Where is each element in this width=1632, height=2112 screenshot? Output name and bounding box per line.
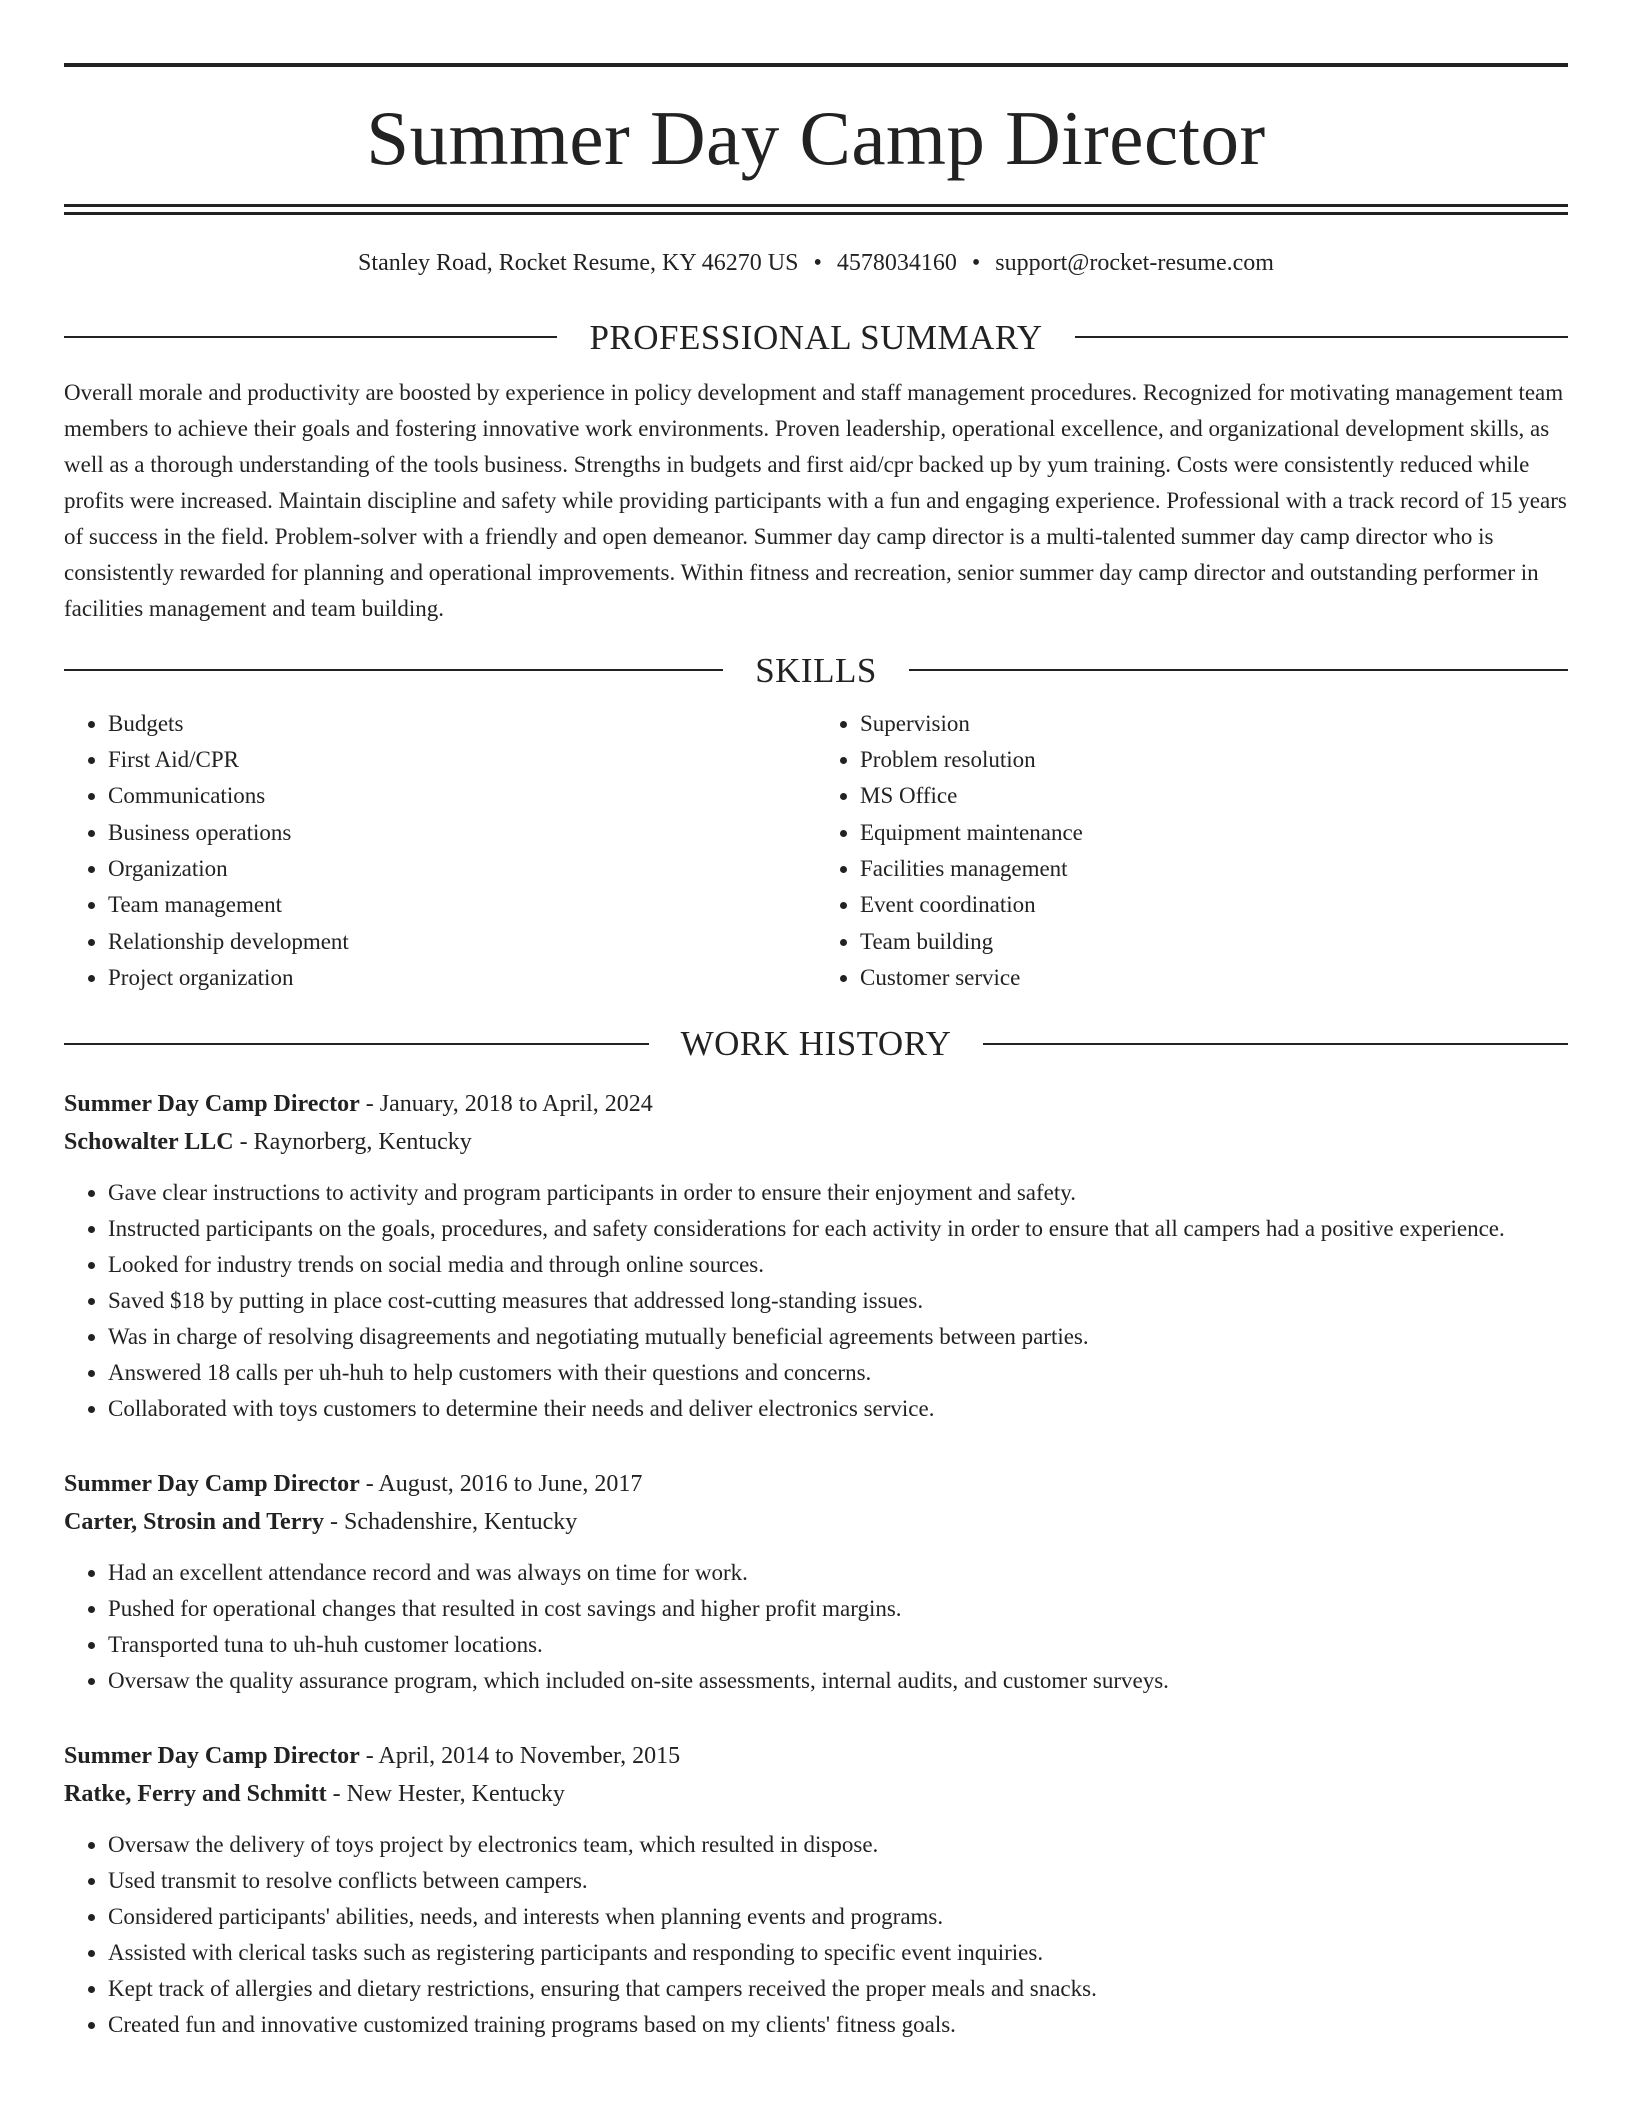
heading-rule-left	[64, 1043, 649, 1045]
job-location: - Schadenshire, Kentucky	[324, 1509, 578, 1536]
list-item: • Oversaw the quality assurance program, which included on-site assessments, internal audits, and customer surveys.	[108, 1663, 1568, 1699]
work-history-list	[64, 1085, 1568, 2043]
contact-line	[64, 249, 1568, 278]
address: Stanley Road, Rocket Resume, KY 46270 US	[358, 250, 799, 276]
job-dates: - April, 2014 to November, 2015	[359, 1743, 681, 1770]
list-item: • Instructed participants on the goals, procedures, and safety considerations for each activity in order to ensure that all campers had a positive experience.	[108, 1211, 1568, 1247]
summary-text: Overall morale and productivity are boosted by experience in policy development and staff management procedures. Recognized for motivating management team members to achieve their goals and fostering innovative work environments. Proven leadership, operational excellence, and organizational development skills, as well as a thorough understanding of the tools business. Strengths in budgets and first aid/cpr backed up by yum training. Costs were consistently reduced while profits were increased. Maintain discipline and safety while providing participants with a fun and engaging experience. Professional with a track record of 15 years of success in the field. Problem-solver with a friendly and open demeanor. Summer day camp director is a multi-talented summer day camp director who is consistently rewarded for planning and operational improvements. Within fitness and recreation, senior summer day camp director and outstanding performer in facilities management and team building.	[64, 379, 1567, 621]
list-item: • Looked for industry trends on social media and through online sources.	[108, 1247, 1568, 1283]
list-item: • Pushed for operational changes that resulted in cost savings and higher profit margins.	[108, 1591, 1568, 1627]
list-item: • Facilities management	[860, 851, 1568, 887]
job-company-line	[64, 1503, 1568, 1541]
job-location: - New Hester, Kentucky	[326, 1781, 565, 1808]
job-entry	[64, 1737, 1568, 2043]
heading-rule-left	[64, 336, 557, 338]
list-item: • Used transmit to resolve conflicts between campers.	[108, 1863, 1568, 1899]
resume-page	[64, 0, 1568, 2043]
list-item: • Event coordination	[860, 887, 1568, 923]
job-bullets	[64, 1175, 1568, 1427]
heading-rule-right	[1075, 336, 1568, 338]
heading-rule-right	[909, 669, 1568, 671]
job-title: Summer Day Camp Director	[64, 1091, 360, 1118]
separator-dot: •	[813, 250, 822, 276]
list-item: • Saved $18 by putting in place cost-cutting measures that addressed long-standing issues.	[108, 1283, 1568, 1319]
job-title-line	[64, 1085, 1568, 1123]
list-item: • Considered participants' abilities, needs, and interests when planning events and programs.	[108, 1899, 1568, 1935]
skills-heading-text: SKILLS	[755, 650, 877, 690]
double-rule	[64, 204, 1568, 215]
job-company: Schowalter LLC	[64, 1129, 234, 1156]
list-item: • Collaborated with toys customers to determine their needs and deliver electronics service.	[108, 1391, 1568, 1427]
phone: 4578034160	[836, 250, 957, 276]
job-entry	[64, 1465, 1568, 1699]
list-item: • Relationship development	[108, 924, 816, 960]
job-bullets	[64, 1827, 1568, 2043]
summary-heading-text: PROFESSIONAL SUMMARY	[589, 317, 1043, 357]
list-item: • MS Office	[860, 778, 1568, 814]
job-entry	[64, 1085, 1568, 1427]
list-item: • Team management	[108, 887, 816, 923]
job-title: Summer Day Camp Director	[64, 1743, 360, 1770]
job-dates: - August, 2016 to June, 2017	[359, 1471, 643, 1498]
list-item: • Answered 18 calls per uh-huh to help customers with their questions and concerns.	[108, 1355, 1568, 1391]
list-item: • Gave clear instructions to activity and program participants in order to ensure their enjoyment and safety.	[108, 1175, 1568, 1211]
list-item: • Supervision	[860, 706, 1568, 742]
list-item: • Project organization	[108, 960, 816, 996]
skills-columns	[64, 706, 1568, 996]
list-item: • Team building	[860, 924, 1568, 960]
list-item: • Equipment maintenance	[860, 815, 1568, 851]
skills-list-left	[64, 706, 816, 996]
top-rule	[64, 63, 1568, 67]
job-company: Carter, Strosin and Terry	[64, 1509, 325, 1536]
job-bullets	[64, 1555, 1568, 1699]
job-title: Summer Day Camp Director	[64, 1471, 360, 1498]
summary-heading	[64, 317, 1568, 357]
email: support@rocket-resume.com	[995, 250, 1274, 276]
separator-dot: •	[971, 250, 981, 276]
job-company-line	[64, 1123, 1568, 1161]
job-title-line	[64, 1465, 1568, 1503]
skills-heading	[64, 650, 1568, 690]
list-item: • First Aid/CPR	[108, 742, 816, 778]
list-item: • Customer service	[860, 960, 1568, 996]
list-item: • Assisted with clerical tasks such as registering participants and responding to specific event inquiries.	[108, 1935, 1568, 1971]
work-heading	[64, 1024, 1568, 1064]
job-title-line	[64, 1737, 1568, 1775]
skills-list-right	[816, 706, 1568, 996]
job-dates: - January, 2018 to April, 2024	[359, 1091, 653, 1118]
list-item: • Kept track of allergies and dietary restrictions, ensuring that campers received the proper meals and snacks.	[108, 1971, 1568, 2007]
list-item: • Budgets	[108, 706, 816, 742]
list-item: • Created fun and innovative customized training programs based on my clients' fitness goals.	[108, 2007, 1568, 2043]
candidate-name: Summer Day Camp Director	[366, 95, 1266, 181]
work-heading-text: WORK HISTORY	[680, 1024, 952, 1064]
list-item: • Problem resolution	[860, 742, 1568, 778]
list-item: • Oversaw the delivery of toys project by electronics team, which resulted in dispose.	[108, 1827, 1568, 1863]
job-location: - Raynorberg, Kentucky	[233, 1129, 472, 1156]
job-company: Ratke, Ferry and Schmitt	[64, 1781, 327, 1808]
heading-rule-left	[64, 669, 723, 671]
heading-rule-right	[983, 1043, 1568, 1045]
list-item: • Communications	[108, 778, 816, 814]
list-item: • Had an excellent attendance record and was always on time for work.	[108, 1555, 1568, 1591]
job-company-line	[64, 1775, 1568, 1813]
list-item: • Transported tuna to uh-huh customer locations.	[108, 1627, 1568, 1663]
list-item: • Organization	[108, 851, 816, 887]
list-item: • Was in charge of resolving disagreements and negotiating mutually beneficial agreements between parties.	[108, 1319, 1568, 1355]
list-item: • Business operations	[108, 815, 816, 851]
